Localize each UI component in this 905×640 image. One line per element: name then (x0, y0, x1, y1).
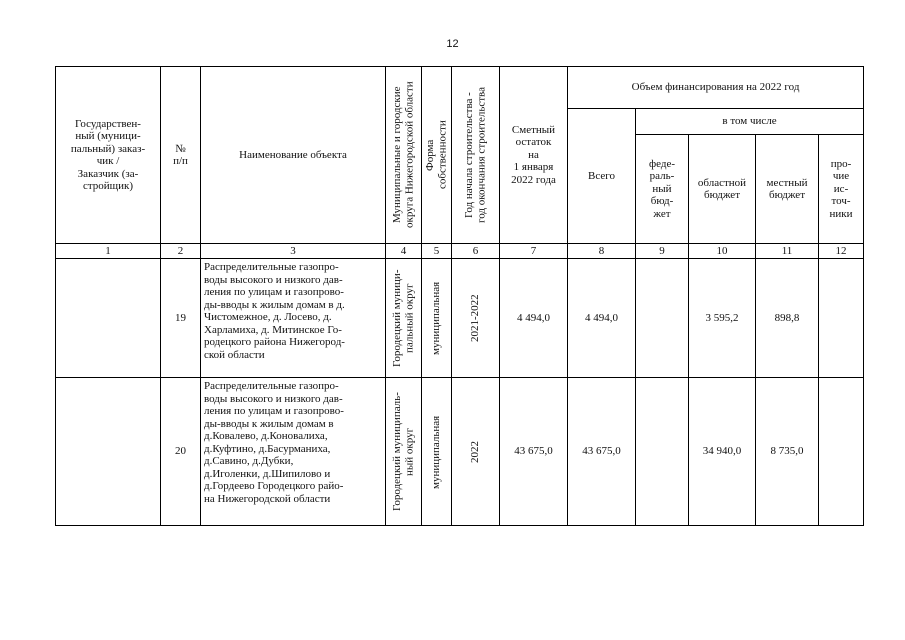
row-municipality: Городецкий муници- пальный округ (386, 259, 422, 378)
row-num: 19 (161, 259, 201, 378)
row-customer (56, 259, 161, 378)
row-regional: 34 940,0 (689, 378, 756, 526)
col-num-6: 6 (452, 244, 500, 259)
row-total: 4 494,0 (568, 259, 636, 378)
row-object-name: Распределительные газопро- воды высокого и низкого дав- ления по улицам и газопрово- ды-вводы к жилым домам в д. Чистомежное, д. Лосево, д. Харламиха, д. Митинское Го- родецкого района Нижегород- ской области (201, 259, 386, 378)
header-estimate: Сметный остаток на 1 января 2022 года (500, 67, 568, 244)
header-customer: Государствен- ный (муници- пальный) заказ- чик / Заказчик (за- стройщик) (56, 67, 161, 244)
col-num-7: 7 (500, 244, 568, 259)
row-customer (56, 378, 161, 526)
row-regional: 3 595,2 (689, 259, 756, 378)
col-num-4: 4 (386, 244, 422, 259)
header-regional: областной бюджет (689, 135, 756, 244)
header-municipality: Муниципальные и городские округа Нижегородской области (386, 67, 422, 244)
row-estimate: 43 675,0 (500, 378, 568, 526)
table-row (56, 378, 864, 526)
header-object-name: Наименование объекта (201, 67, 386, 244)
header-financing: Объем финансирования на 2022 год (568, 67, 864, 109)
table-row (56, 259, 864, 378)
header-years: Год начала строительства - год окончания строительства (452, 67, 500, 244)
col-num-10: 10 (689, 244, 756, 259)
row-local: 8 735,0 (756, 378, 819, 526)
header-other: про- чие ис- точ- ники (819, 135, 864, 244)
header-ownership: Форма собственности (422, 67, 452, 244)
col-num-11: 11 (756, 244, 819, 259)
financing-table (55, 66, 864, 526)
header-including: в том числе (636, 109, 864, 135)
header-total: Всего (568, 109, 636, 244)
row-ownership: муниципальная (422, 378, 452, 526)
col-num-8: 8 (568, 244, 636, 259)
page-number: 12 (446, 38, 459, 50)
col-num-3: 3 (201, 244, 386, 259)
row-ownership: муниципальная (422, 259, 452, 378)
header-num: № п/п (161, 67, 201, 244)
col-num-2: 2 (161, 244, 201, 259)
col-num-9: 9 (636, 244, 689, 259)
row-years: 2022 (452, 378, 500, 526)
row-local: 898,8 (756, 259, 819, 378)
col-num-1: 1 (56, 244, 161, 259)
row-municipality: Городецкий муниципаль- ный округ (386, 378, 422, 526)
row-federal (636, 259, 689, 378)
row-num: 20 (161, 378, 201, 526)
row-federal (636, 378, 689, 526)
col-num-5: 5 (422, 244, 452, 259)
col-num-12: 12 (819, 244, 864, 259)
header-federal: феде- раль- ный бюд- жет (636, 135, 689, 244)
row-other (819, 378, 864, 526)
row-total: 43 675,0 (568, 378, 636, 526)
row-other (819, 259, 864, 378)
header-local: местный бюджет (756, 135, 819, 244)
row-years: 2021-2022 (452, 259, 500, 378)
column-number-row (56, 244, 864, 259)
row-object-name: Распределительные газопро- воды высокого и низкого дав- ления по улицам и газопрово- ды-вводы к жилым домам в д.Ковалево, д.Коновалиха, д.Куфтино, д.Басурманиха, д.Савино, д.Дубки, д.Иголенки, д.Шипилово и д.Гордеево Городецкого райо- на Нижегородской области (201, 378, 386, 526)
row-estimate: 4 494,0 (500, 259, 568, 378)
